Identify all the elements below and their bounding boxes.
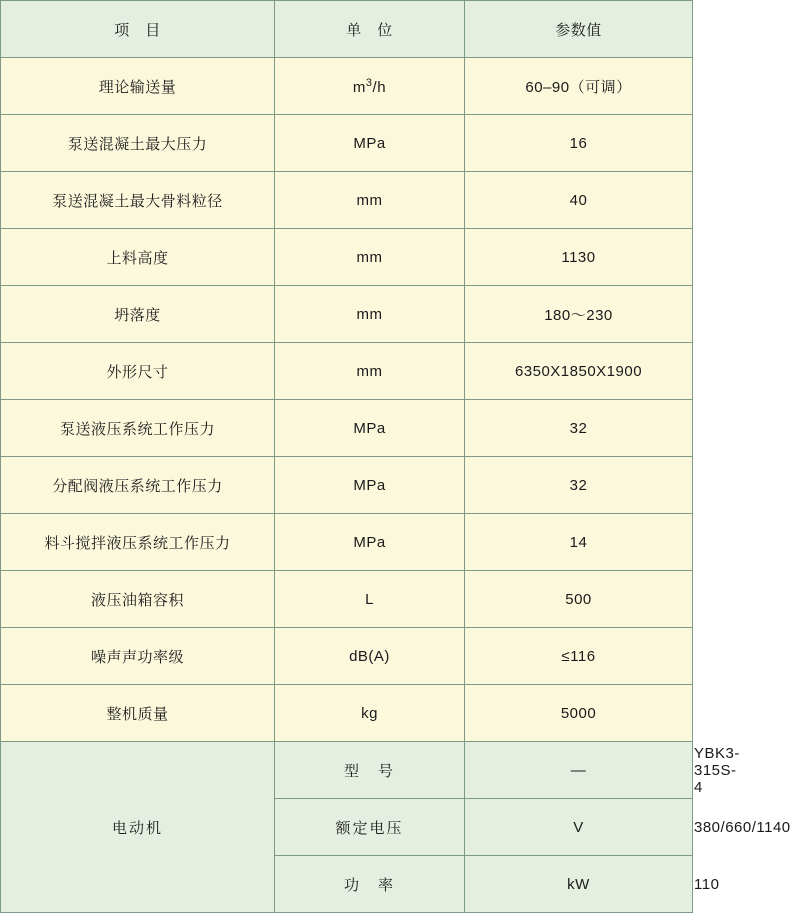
table-row bbox=[1, 571, 693, 628]
row-item: 噪声声功率级 bbox=[1, 628, 275, 685]
table-row bbox=[1, 343, 693, 400]
row-item: 泵送混凝土最大骨料粒径 bbox=[1, 172, 275, 229]
motor-row-item: 功 率 bbox=[275, 856, 465, 913]
table-row bbox=[1, 685, 693, 742]
row-unit: MPa bbox=[275, 514, 465, 571]
table-row bbox=[1, 400, 693, 457]
row-unit: MPa bbox=[275, 115, 465, 172]
row-value: 1130 bbox=[465, 229, 693, 286]
row-item: 理论输送量 bbox=[1, 58, 275, 115]
table-row bbox=[1, 457, 693, 514]
row-value: 500 bbox=[465, 571, 693, 628]
motor-group-label: 电动机 bbox=[1, 742, 275, 913]
row-value: 16 bbox=[465, 115, 693, 172]
motor-row-unit: kW bbox=[465, 856, 693, 913]
row-value: 32 bbox=[465, 457, 693, 514]
row-item: 外形尺寸 bbox=[1, 343, 275, 400]
motor-row: 额定电压 V 380/660/1140 bbox=[1, 799, 693, 856]
motor-row-item: 额定电压 bbox=[275, 799, 465, 856]
row-unit: mm bbox=[275, 229, 465, 286]
row-value: 60–90（可调） bbox=[465, 58, 693, 115]
unit-main: m bbox=[352, 78, 366, 96]
table-row bbox=[1, 115, 693, 172]
motor-row-unit: — bbox=[465, 742, 693, 799]
row-unit: MPa bbox=[275, 457, 465, 514]
table-row bbox=[1, 628, 693, 685]
row-item: 液压油箱容积 bbox=[1, 571, 275, 628]
row-unit: L bbox=[275, 571, 465, 628]
header-unit: 单 位 bbox=[275, 1, 465, 58]
row-unit bbox=[275, 58, 465, 115]
row-value: 180～230 bbox=[465, 286, 693, 343]
row-item: 泵送混凝土最大压力 bbox=[1, 115, 275, 172]
row-item: 泵送液压系统工作压力 bbox=[1, 400, 275, 457]
table-row bbox=[1, 229, 693, 286]
table-row bbox=[1, 172, 693, 229]
table-row bbox=[1, 58, 693, 115]
row-value: 5000 bbox=[465, 685, 693, 742]
row-unit: MPa bbox=[275, 400, 465, 457]
row-value: 14 bbox=[465, 514, 693, 571]
motor-row: 功 率 kW 110 bbox=[1, 856, 693, 913]
row-unit: kg bbox=[275, 685, 465, 742]
unit-exponent: 3 bbox=[365, 76, 373, 89]
row-unit: mm bbox=[275, 343, 465, 400]
row-item: 料斗搅拌液压系统工作压力 bbox=[1, 514, 275, 571]
row-value: ≤116 bbox=[465, 628, 693, 685]
row-item: 整机质量 bbox=[1, 685, 275, 742]
header-item: 项 目 bbox=[1, 1, 275, 58]
row-item: 上料高度 bbox=[1, 229, 275, 286]
row-item: 坍落度 bbox=[1, 286, 275, 343]
row-unit: dB(A) bbox=[275, 628, 465, 685]
row-unit: mm bbox=[275, 172, 465, 229]
row-item: 分配阀液压系统工作压力 bbox=[1, 457, 275, 514]
table-header bbox=[1, 1, 693, 58]
unit-tail: /h bbox=[372, 78, 387, 96]
table-body bbox=[1, 58, 791, 913]
table-row bbox=[1, 286, 693, 343]
row-value: 32 bbox=[465, 400, 693, 457]
table-row bbox=[1, 514, 693, 571]
motor-row-item: 型 号 bbox=[275, 742, 465, 799]
motor-row-unit: V bbox=[465, 799, 693, 856]
row-value: 40 bbox=[465, 172, 693, 229]
motor-row: 电动机 型 号 — YBK3-315S-4 bbox=[1, 742, 693, 799]
row-unit: mm bbox=[275, 286, 465, 343]
header-value: 参数值 bbox=[465, 1, 693, 58]
table-header-row bbox=[1, 1, 693, 58]
row-value: 6350X1850X1900 bbox=[465, 343, 693, 400]
